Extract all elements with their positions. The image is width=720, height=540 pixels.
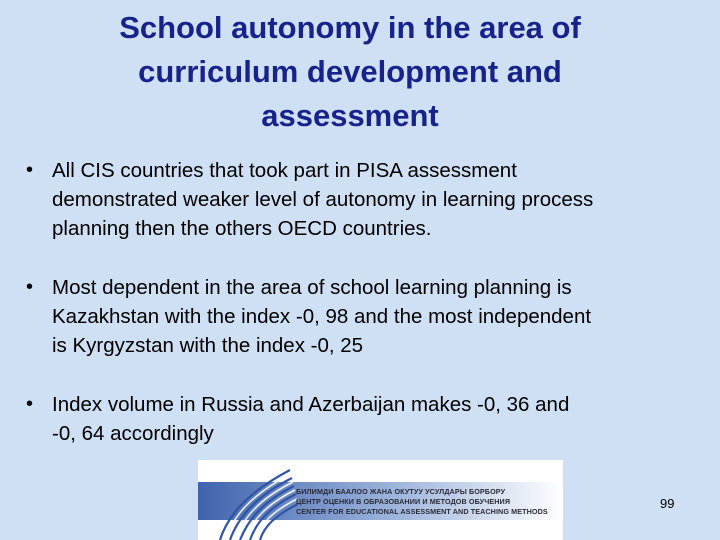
- logo-line-russian: ЦЕНТР ОЦЕНКИ В ОБРАЗОВАНИИ И МЕТОДОВ ОБУЧЕНИЯ: [296, 497, 511, 506]
- slide-title: [60, 6, 640, 138]
- bullet-marker: •: [26, 393, 34, 415]
- bullet-text: Most dependent in the area of school learning planning is Kazakhstan with the index -0, 98 and the most independent is Kyrgyzstan with the index -0, 25: [52, 276, 592, 357]
- bullet-marker: •: [26, 276, 34, 298]
- bullet-text: Index volume in Russia and Azerbaijan makes -0, 36 and -0, 64 accordingly: [52, 393, 570, 445]
- bullet-marker: •: [26, 159, 34, 181]
- bullet-list: [26, 156, 698, 478]
- organization-logo-banner: [198, 460, 563, 540]
- title-line-2: curriculum development and: [138, 54, 562, 89]
- logo-line-english: CENTER FOR EDUCATIONAL ASSESSMENT AND TEACHING METHODS: [296, 507, 548, 516]
- bullet-item: [26, 390, 698, 448]
- title-line-3: assessment: [261, 98, 439, 133]
- bullet-text: All CIS countries that took part in PISA assessment demonstrated weaker level of autonomy in learning process planning then the others OECD countries.: [52, 159, 594, 240]
- bullet-item: [26, 273, 698, 360]
- logo-line-kyrgyz: БИЛИМДИ БААЛОО ЖАНА ОКУТУУ УСУЛДАРЫ БОРБОРУ: [296, 487, 506, 496]
- logo-text: [296, 487, 558, 517]
- bullet-item: [26, 156, 698, 243]
- page-number: 99: [660, 496, 675, 511]
- title-line-1: School autonomy in the area of: [119, 10, 581, 45]
